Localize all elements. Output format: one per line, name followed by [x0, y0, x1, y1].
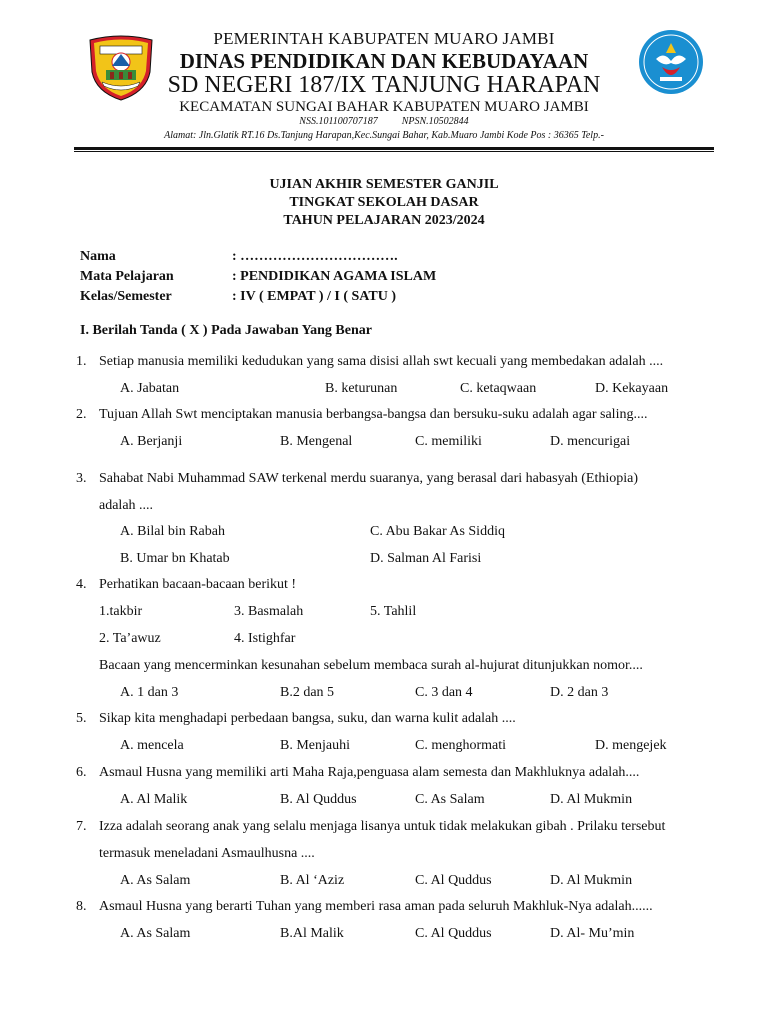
question-number: 6.: [76, 765, 87, 780]
question-number: 2.: [76, 407, 87, 422]
exam-year: TAHUN PELAJARAN 2023/2024: [283, 213, 485, 228]
header-school-name: SD NEGERI 187/IX TANJUNG HARAPAN: [167, 72, 601, 98]
identity-value: : …………………………….: [232, 249, 398, 264]
answer-option[interactable]: A. mencela: [120, 738, 184, 753]
npsn-number: NPSN.10502844: [401, 116, 469, 127]
answer-option[interactable]: B.Al Malik: [280, 926, 344, 941]
answer-option[interactable]: B. Umar bn Khatab: [120, 551, 230, 566]
answer-option[interactable]: D. Al Mukmin: [550, 792, 633, 807]
answer-option[interactable]: C. As Salam: [415, 792, 485, 807]
question-text-continued: adalah ....: [99, 498, 154, 513]
header-address: Alamat: Jln.Glatik RT.16 Ds.Tanjung Harapan,Kec.Sungai Bahar, Kab.Muaro Jambi Kode Pos : 36365 Telp.-: [164, 130, 604, 141]
section-title: I. Berilah Tanda ( X ) Pada Jawaban Yang Benar: [80, 323, 372, 338]
question-number: 4.: [76, 577, 87, 592]
answer-option[interactable]: D. 2 dan 3: [550, 685, 609, 700]
question-number: 8.: [76, 899, 87, 914]
reading-item: 3. Basmalah: [234, 604, 304, 619]
answer-option[interactable]: C. menghormati: [415, 738, 506, 753]
answer-option[interactable]: A. Berjanji: [120, 434, 183, 449]
reading-item: 1.takbir: [99, 604, 143, 619]
answer-option[interactable]: C. Al Quddus: [415, 873, 492, 888]
identity-value: : PENDIDIKAN AGAMA ISLAM: [232, 269, 437, 284]
header-department: DINAS PENDIDIKAN DAN KEBUDAYAAN: [179, 49, 589, 73]
answer-option[interactable]: B. Al ‘Aziz: [280, 873, 345, 888]
answer-option[interactable]: D. mengejek: [595, 738, 667, 753]
header-divider-thin: [74, 151, 714, 152]
question-text-continued: Bacaan yang mencerminkan kesunahan sebelum membaca surah al-hujurat ditunjukkan nomor....: [99, 658, 643, 673]
answer-option[interactable]: D. Salman Al Farisi: [370, 551, 482, 566]
header-government: PEMERINTAH KABUPATEN MUARO JAMBI: [213, 29, 555, 48]
identity-label: Mata Pelajaran: [80, 269, 174, 284]
question-text: Perhatikan bacaan-bacaan berikut !: [99, 577, 297, 592]
question-text: Setiap manusia memiliki kedudukan yang sama disisi allah swt kecuali yang membedakan adalah ....: [99, 354, 664, 369]
answer-option[interactable]: B. Mengenal: [280, 434, 353, 449]
header-district: KECAMATAN SUNGAI BAHAR KABUPATEN MUARO JAMBI: [179, 99, 589, 115]
answer-option[interactable]: A. As Salam: [120, 926, 191, 941]
question-text: Sahabat Nabi Muhammad SAW terkenal merdu suaranya, yang berasal dari habasyah (Ethiopia): [99, 471, 638, 486]
header-divider-thick: [74, 147, 714, 150]
question-number: 5.: [76, 711, 87, 726]
answer-option[interactable]: B. keturunan: [325, 381, 398, 396]
reading-item: 4. Istighfar: [234, 631, 296, 646]
exam-title: UJIAN AKHIR SEMESTER GANJIL: [269, 177, 499, 192]
answer-option[interactable]: B. Menjauhi: [280, 738, 350, 753]
answer-option[interactable]: A. As Salam: [120, 873, 191, 888]
header-school-ids: [0, 116, 768, 127]
identity-label: Nama: [80, 249, 116, 264]
question-text: Tujuan Allah Swt menciptakan manusia berbangsa-bangsa dan bersuku-suku adalah agar saling....: [99, 407, 648, 422]
answer-option[interactable]: C. Al Quddus: [415, 926, 492, 941]
question-text: Izza adalah seorang anak yang selalu menjaga lisanya untuk tidak melakukan gibah . Prilaku tersebut: [99, 819, 666, 834]
answer-option[interactable]: B.2 dan 5: [280, 685, 335, 700]
answer-option[interactable]: B. Al Quddus: [280, 792, 357, 807]
question-text: Sikap kita menghadapi perbedaan bangsa, suku, dan warna kulit adalah ....: [99, 711, 516, 726]
answer-option[interactable]: D. Al- Mu’min: [550, 926, 635, 941]
answer-option[interactable]: C. ketaqwaan: [460, 381, 537, 396]
answer-option[interactable]: C. Abu Bakar As Siddiq: [370, 524, 505, 539]
identity-value: : IV ( EMPAT ) / I ( SATU ): [232, 289, 396, 304]
exam-level: TINGKAT SEKOLAH DASAR: [289, 195, 479, 210]
answer-option[interactable]: C. memiliki: [415, 434, 482, 449]
question-text: Asmaul Husna yang memiliki arti Maha Raja,penguasa alam semesta dan Makhluknya adalah....: [99, 765, 640, 780]
reading-item: 5. Tahlil: [370, 604, 417, 619]
question-number: 1.: [76, 354, 87, 369]
answer-option[interactable]: D. Al Mukmin: [550, 873, 633, 888]
question-number: 3.: [76, 471, 87, 486]
answer-option[interactable]: D. Kekayaan: [595, 381, 669, 396]
answer-option[interactable]: A. Al Malik: [120, 792, 188, 807]
answer-option[interactable]: A. Bilal bin Rabah: [120, 524, 225, 539]
nss-number: NSS.101100707187: [299, 116, 378, 127]
identity-label: Kelas/Semester: [80, 289, 172, 304]
answer-option[interactable]: D. mencurigai: [550, 434, 631, 449]
answer-option[interactable]: A. 1 dan 3: [120, 685, 179, 700]
answer-option[interactable]: A. Jabatan: [120, 381, 180, 396]
question-text-continued: termasuk meneladani Asmaulhusna ....: [99, 846, 315, 861]
question-text: Asmaul Husna yang berarti Tuhan yang memberi rasa aman pada seluruh Makhluk-Nya adalah......: [99, 899, 653, 914]
reading-item: 2. Ta’awuz: [99, 631, 161, 646]
question-number: 7.: [76, 819, 87, 834]
answer-option[interactable]: C. 3 dan 4: [415, 685, 473, 700]
